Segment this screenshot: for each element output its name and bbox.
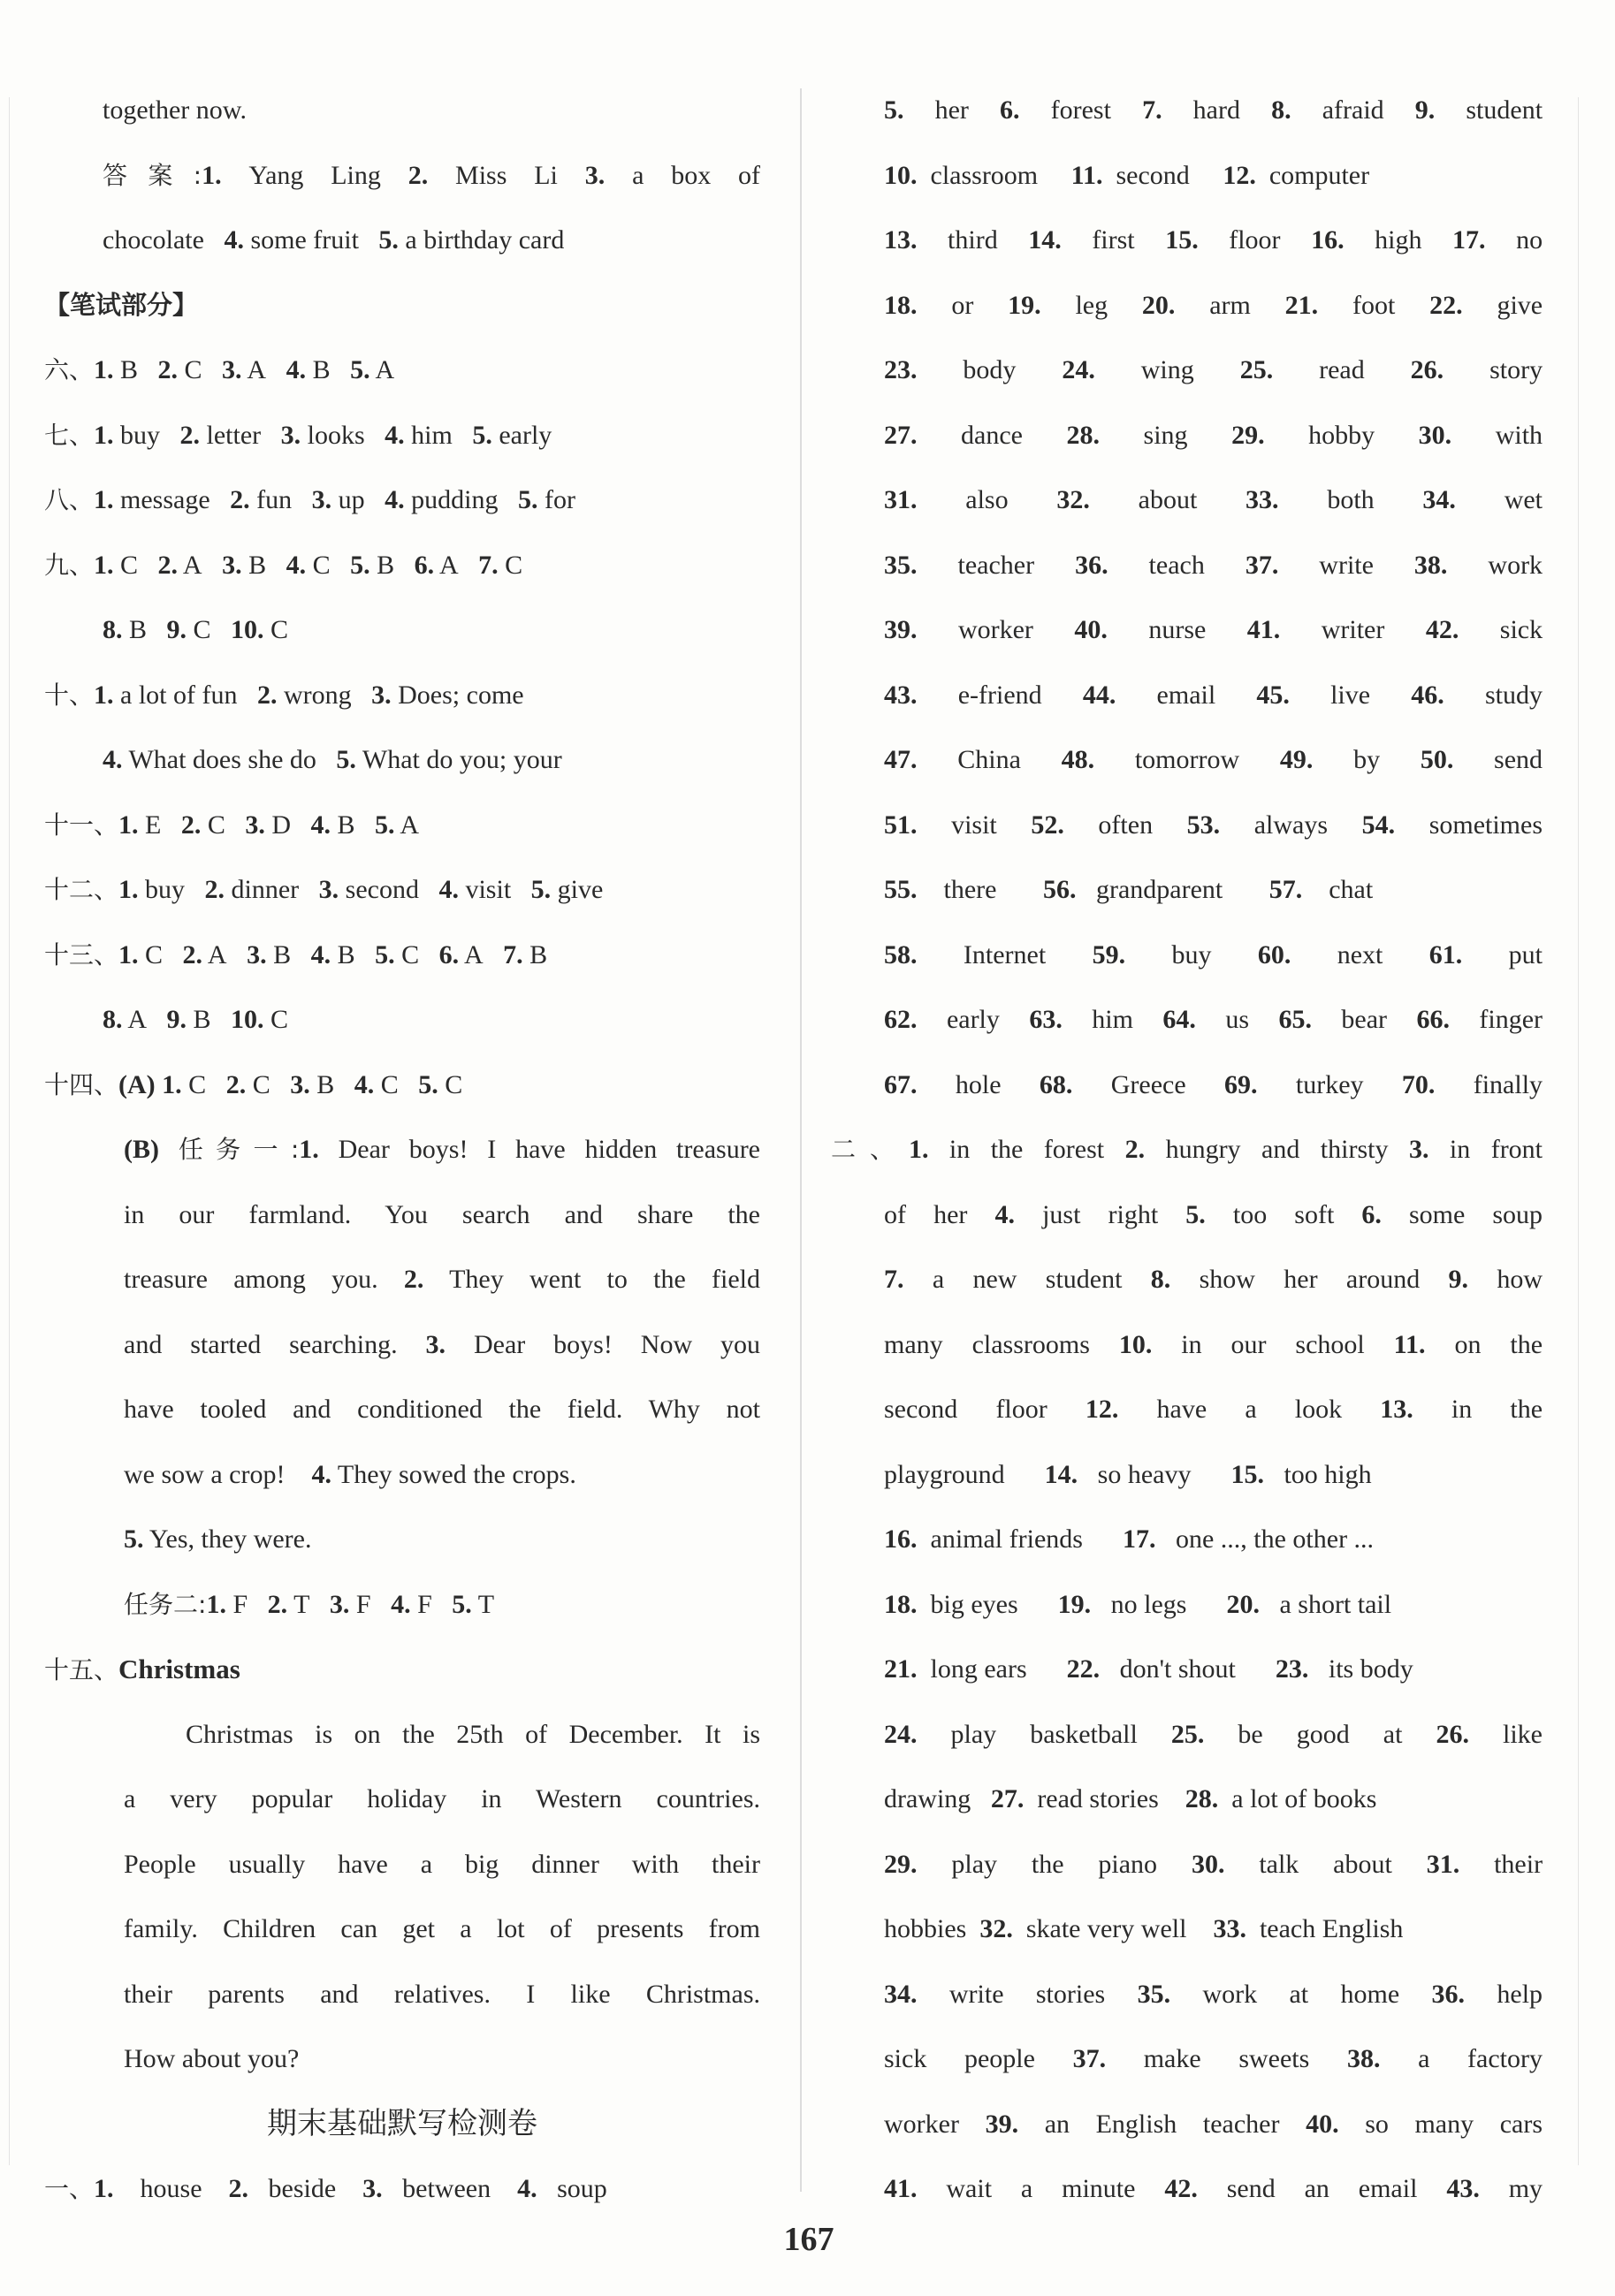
answer-line: 58. Internet 59. buy 60. next 61. put (884, 939, 1543, 969)
answer-line: 二、1. in the forest 2. hungry and thirsty 3. in front (831, 1135, 1543, 1164)
answer-line: 62. early 63. him 64. us 65. bear 66. finger (884, 1005, 1543, 1034)
answer-line: 8. A 9. B 10. C (103, 1005, 289, 1034)
answer-line: 23. body 24. wing 25. read 26. story (884, 355, 1543, 384)
answer-line: 六、1. B 2. C 3. A 4. B 5. A (44, 355, 395, 384)
essay-line: a very popular holiday in Western countries. (124, 1784, 760, 1813)
answer-line: 一、1. house 2. beside 3. between 4. soup (44, 2174, 607, 2203)
essay-line: People usually have a big dinner with their (124, 1849, 760, 1879)
section-title: 期末基础默写检测卷 (267, 2105, 537, 2141)
answer-line: 47. China 48. tomorrow 49. by 50. send (884, 745, 1543, 774)
right-column (831, 78, 1543, 2222)
essay-title: Christmas (118, 1654, 240, 1684)
essay-line: their parents and relatives. I like Christmas. (124, 1979, 760, 2009)
answer-line: 13. third 14. first 15. floor 16. high 17. no (884, 225, 1543, 255)
answer-line: 十一、1. E 2. C 3. D 4. B 5. A (44, 810, 420, 840)
left-column (44, 78, 760, 2222)
answer-line: 27. dance 28. sing 29. hobby 30. with (884, 420, 1543, 450)
answer-line: worker 39. an English teacher 40. so many cars (884, 2109, 1543, 2139)
answer-line: 67. hole 68. Greece 69. turkey 70. finally (884, 1069, 1543, 1099)
answer-line: 十、1. a lot of fun 2. wrong 3. Does; come (44, 680, 524, 710)
answer-line: sick people 37. make sweets 38. a factory (884, 2044, 1543, 2073)
answer-line: 八、1. message 2. fun 3. up 4. pudding 5. for (44, 485, 575, 514)
answer-line: 55. there 56. grandparent 57. chat (884, 875, 1374, 904)
left-page-edge (9, 97, 10, 2165)
answer-line: 35. teacher 36. teach 37. write 38. work (884, 550, 1543, 580)
answer-line: 43. e-friend 44. email 45. live 46. study (884, 680, 1543, 710)
answer-line: 24. play basketball 25. be good at 26. like (884, 1719, 1543, 1749)
answer-line: 31. also 32. about 33. both 34. wet (884, 485, 1543, 514)
answer-line: in our farmland. You search and share the (124, 1199, 760, 1229)
column-divider (800, 88, 802, 2192)
answer-line: and started searching. 3. Dear boys! Now you (124, 1329, 761, 1359)
answer-line: 7. a new student 8. show her around 9. how (884, 1265, 1543, 1294)
answer-line: 21. long ears 22. don't shout 23. its body (884, 1654, 1413, 1684)
answer-line: 七、1. buy 2. letter 3. looks 4. him 5. early (44, 420, 552, 450)
answer-line: 41. wait a minute 42. send an email 43. my (884, 2174, 1543, 2203)
answer-line: 5. Yes, they were. (124, 1524, 312, 1554)
answer-line: 任务二:1. F 2. T 3. F 4. F 5. T (124, 1589, 495, 1619)
page-number: 167 (783, 2221, 834, 2258)
answer-line: 答案:1. Yang Ling 2. Miss Li 3. a box of (103, 160, 761, 190)
answer-line: drawing 27. read stories 28. a lot of books (884, 1784, 1377, 1813)
answer-line: many classrooms 10. in our school 11. on the (884, 1329, 1543, 1359)
right-page-edge (1578, 97, 1579, 2165)
answer-line: playground 14. so heavy 15. too high (884, 1459, 1372, 1489)
answer-line: 39. worker 40. nurse 41. writer 42. sick (884, 615, 1543, 644)
answer-line: 10. classroom 11. second 12. computer (884, 160, 1370, 190)
answer-line: 十五、Christmas (44, 1637, 760, 1702)
answer-line: have tooled and conditioned the field. Why not (124, 1395, 760, 1424)
answer-line: 十二、1. buy 2. dinner 3. second 4. visit 5. give (44, 875, 604, 904)
answer-line: 29. play the piano 30. talk about 31. their (884, 1849, 1543, 1879)
answer-line: of her 4. just right 5. too soft 6. some soup (884, 1199, 1543, 1229)
answer-line: 4. What does she do 5. What do you; your (103, 745, 562, 774)
answer-line: together now. (103, 95, 248, 125)
answer-line: 16. animal friends 17. one ..., the other ... (884, 1524, 1375, 1554)
answer-line: second floor 12. have a look 13. in the (884, 1395, 1543, 1424)
answer-line: 8. B 9. C 10. C (103, 615, 289, 644)
answer-line: 18. or 19. leg 20. arm 21. foot 22. give (884, 290, 1543, 320)
answer-line: 5. her 6. forest 7. hard 8. afraid 9. student (884, 95, 1543, 125)
answer-line: 34. write stories 35. work at home 36. help (884, 1979, 1543, 2009)
answer-line: we sow a crop! 4. They sowed the crops. (124, 1459, 576, 1489)
answer-line: 十四、(A) 1. C 2. C 3. B 4. C 5. C (44, 1069, 463, 1099)
answer-line: 十三、1. C 2. A 3. B 4. B 5. C 6. A 7. B (44, 939, 548, 969)
answer-line: 18. big eyes 19. no legs 20. a short tail (884, 1589, 1392, 1619)
answer-line: 51. visit 52. often 53. always 54. sometimes (884, 810, 1543, 840)
essay-line: Christmas is on the 25th of December. It is (186, 1719, 760, 1749)
answer-line: 九、1. C 2. A 3. B 4. C 5. B 6. A 7. C (44, 550, 523, 580)
answer-line: (B) 任务一:1. Dear boys! I have hidden treasure (124, 1135, 760, 1164)
essay-line: How about you? (124, 2044, 300, 2073)
answer-line: hobbies 32. skate very well 33. teach English (884, 1914, 1404, 1943)
section-heading: 【笔试部分】 (44, 289, 199, 320)
answer-line: chocolate 4. some fruit 5. a birthday card (103, 225, 565, 255)
answer-line: treasure among you. 2. They went to the field (124, 1265, 761, 1294)
essay-line: family. Children can get a lot of presents from (124, 1914, 760, 1943)
